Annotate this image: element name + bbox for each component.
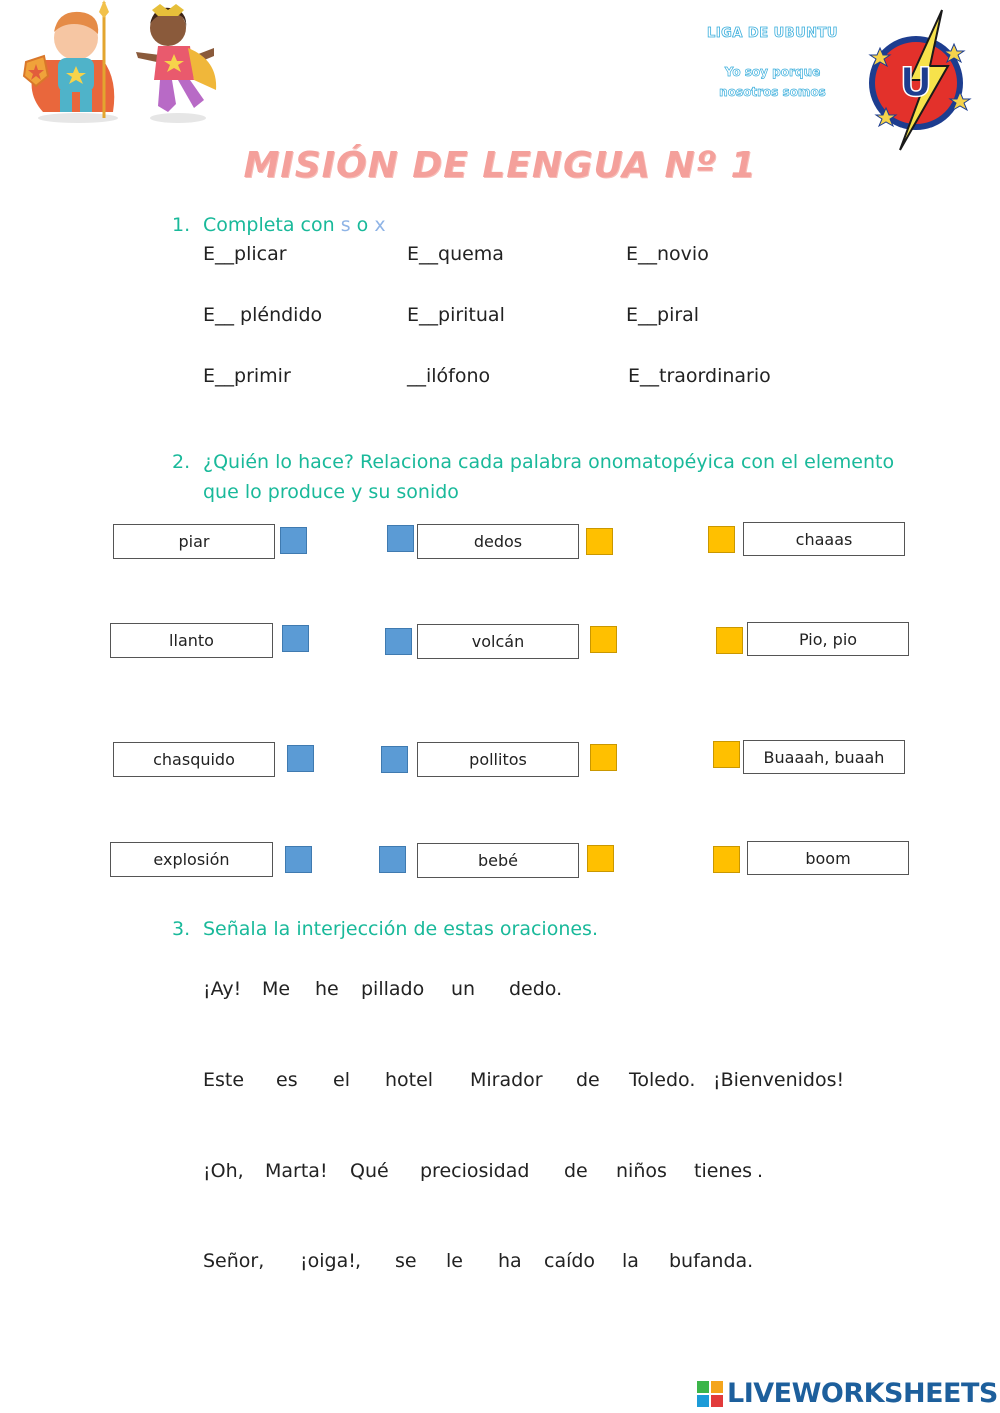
word-box-sound: Buaaah, buaah	[743, 740, 905, 774]
word-box-onomatopoeia: chasquido	[113, 742, 275, 777]
sentence-word[interactable]: Toledo.	[629, 1069, 696, 1091]
word-box-sound: Pio, pio	[747, 622, 909, 656]
sentence	[0, 978, 1000, 1004]
league-motto	[700, 62, 845, 102]
sentence	[0, 1160, 1000, 1186]
word-box-onomatopoeia: llanto	[110, 623, 273, 658]
sentence	[0, 1250, 1000, 1276]
word-box-sound: boom	[747, 841, 909, 875]
sentence-word[interactable]: un	[451, 978, 476, 1000]
sentence-word[interactable]: ha	[498, 1250, 522, 1272]
match-square-blue[interactable]	[282, 625, 309, 652]
word-box-onomatopoeia: explosión	[110, 842, 273, 877]
sentence-word[interactable]: ¡Bienvenidos!	[713, 1069, 845, 1091]
question-1-number: 1.	[172, 214, 191, 236]
question-1-heading	[172, 210, 872, 240]
question-3-text: Señala la interjección de estas oraciones.	[203, 918, 598, 940]
match-square-yellow[interactable]	[590, 744, 617, 771]
sentence-word[interactable]: el	[333, 1069, 350, 1091]
fill-word[interactable]: E__ pléndido	[203, 304, 323, 326]
sentence-word[interactable]: le	[446, 1250, 463, 1272]
page-title: MISIÓN DE LENGUA Nº 1	[243, 145, 757, 186]
league-motto-line1: Yo soy porque	[724, 65, 821, 79]
liveworksheets-logo-icon	[697, 1381, 723, 1407]
sentence-word[interactable]: he	[315, 978, 339, 1000]
match-square-blue[interactable]	[280, 527, 307, 554]
sentence-word[interactable]: ¡oiga!	[300, 1250, 356, 1272]
sentence	[0, 1069, 1000, 1095]
sentence-word[interactable]: Me	[262, 978, 291, 1000]
liveworksheets-brand	[697, 1378, 997, 1410]
question-1-connector: o	[350, 214, 375, 236]
sentence-word[interactable]: Este	[203, 1069, 245, 1091]
word-box-element: dedos	[417, 524, 579, 559]
word-box-element: volcán	[417, 624, 579, 659]
sentence-word[interactable]: niños	[616, 1160, 667, 1182]
question-1-prefix: Completa con	[203, 214, 341, 236]
match-square-blue[interactable]	[387, 525, 414, 552]
sentence-word[interactable]: ,	[355, 1250, 362, 1272]
sentence-word[interactable]: .	[757, 1160, 764, 1182]
match-square-yellow[interactable]	[590, 626, 617, 653]
sentence-word[interactable]: Mirador	[470, 1069, 543, 1091]
league-motto-line2: nosotros somos	[719, 85, 826, 99]
word-box-element: pollitos	[417, 742, 579, 777]
question-2-heading	[172, 447, 932, 509]
sentence-word[interactable]: Qué	[350, 1160, 389, 1182]
word-box-sound: chaaas	[743, 522, 905, 556]
sentence-word[interactable]: pillado	[361, 978, 425, 1000]
liveworksheets-wordmark: LIVEWORKSHEETS	[727, 1378, 998, 1409]
question-2-number: 2.	[172, 451, 191, 473]
match-square-blue[interactable]	[379, 846, 406, 873]
fill-word[interactable]: E__piritual	[407, 304, 505, 326]
sentence-word[interactable]: bufanda.	[669, 1250, 754, 1272]
sentence-word[interactable]: dedo.	[509, 978, 563, 1000]
sentence-word[interactable]: ¡Oh,	[203, 1160, 244, 1182]
sentence-word[interactable]: de	[564, 1160, 588, 1182]
question-3-number: 3.	[172, 918, 191, 940]
match-square-yellow[interactable]	[716, 627, 743, 654]
match-square-yellow[interactable]	[587, 845, 614, 872]
sentence-word[interactable]: tienes	[694, 1160, 753, 1182]
word-box-onomatopoeia: piar	[113, 524, 275, 559]
sentence-word[interactable]: Señor,	[203, 1250, 265, 1272]
sentence-word[interactable]: Marta!	[265, 1160, 328, 1182]
sentence-word[interactable]: preciosidad	[420, 1160, 530, 1182]
sentence-word[interactable]: es	[276, 1069, 298, 1091]
match-square-blue[interactable]	[381, 746, 408, 773]
sentence-word[interactable]: de	[576, 1069, 600, 1091]
question-2-line2: que lo produce y su sonido	[203, 481, 459, 503]
question-3-heading	[172, 914, 872, 944]
match-square-yellow[interactable]	[713, 741, 740, 768]
sentence-word[interactable]: hotel	[385, 1069, 434, 1091]
sentence-word[interactable]: caído	[544, 1250, 596, 1272]
fill-word[interactable]: E__traordinario	[628, 365, 771, 387]
fill-word[interactable]: E__piral	[626, 304, 700, 326]
fill-word[interactable]: E__quema	[407, 243, 504, 265]
league-name: LIGA DE UBUNTU	[707, 26, 838, 41]
fill-word[interactable]: __ilófono	[407, 365, 491, 387]
superhero-kids-illustration	[18, 0, 218, 125]
sentence-word[interactable]: ¡Ay!	[203, 978, 242, 1000]
option-x: x	[374, 214, 386, 236]
fill-word[interactable]: E__primir	[203, 365, 291, 387]
option-s: s	[340, 214, 351, 236]
logo-letter: U	[899, 60, 933, 106]
match-square-blue[interactable]	[287, 745, 314, 772]
match-square-blue[interactable]	[385, 628, 412, 655]
match-square-yellow[interactable]	[708, 526, 735, 553]
superhero-u-logo	[866, 8, 976, 153]
sentence-word[interactable]: la	[622, 1250, 639, 1272]
sentence-word[interactable]: se	[395, 1250, 417, 1272]
match-square-yellow[interactable]	[713, 846, 740, 873]
question-1-text	[203, 210, 903, 240]
match-square-yellow[interactable]	[586, 528, 613, 555]
fill-word[interactable]: E__plicar	[203, 243, 287, 265]
match-square-blue[interactable]	[285, 846, 312, 873]
question-2-line1: ¿Quién lo hace? Relaciona cada palabra onomatopéyica con el elemento	[203, 451, 895, 473]
word-box-element: bebé	[417, 843, 579, 878]
fill-word[interactable]: E__novio	[626, 243, 709, 265]
